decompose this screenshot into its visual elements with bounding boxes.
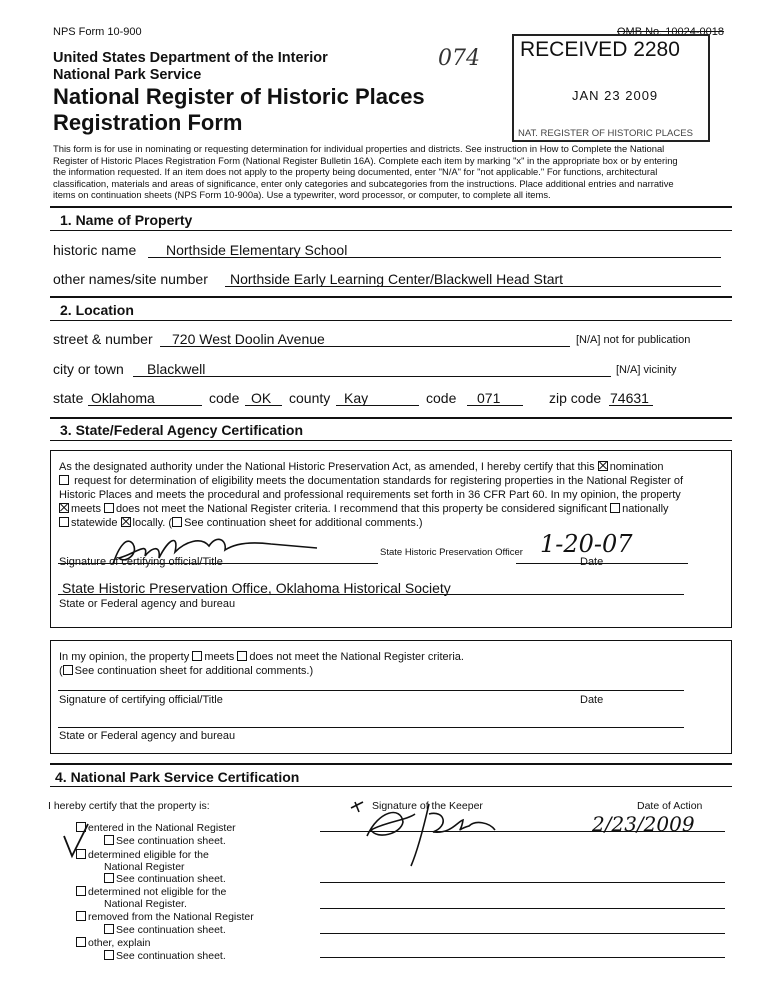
zip-label: zip code [549,390,602,406]
instructions-line: Register of Historic Places Registration Form (National Register Bulletin 16A). Complete each item by marking "x" in the appropriate box or by entering [53,154,678,166]
section2-heading: 2. Location [60,302,134,318]
state-label: state [53,390,84,406]
department-name: United States Department of the Interior [53,50,328,66]
action-date: 2/23/2009 [592,812,695,836]
date-of-action-label: Date of Action [637,800,703,812]
county-code-label: code [426,390,457,406]
signature-label: Signature of certifying official/Title [59,556,223,568]
agency-value: State Historic Preservation Office, Oklahoma Historical Society [62,580,451,596]
option-continuation [104,950,226,962]
date-label-2: Date [580,694,604,706]
form-number: NPS Form 10-900 [53,26,142,38]
section-divider [50,320,732,321]
instructions-line: This form is for use in nominating or requesting determination for individual properties and districts. See instruction in How to Complete the National [53,143,665,154]
section-divider [50,417,732,419]
section-divider [50,230,732,231]
statewide-checkbox[interactable] [59,517,69,527]
agency-label-2: State or Federal agency and bureau [59,730,236,742]
option-text: removed from the National Register [88,911,254,923]
form-title: National Register of Historic Places [53,84,425,109]
section-divider [50,296,732,298]
continuation-checkbox[interactable] [104,873,114,883]
agency-line-2[interactable] [58,715,684,728]
option-not-eligible-cont: National Register. [104,898,187,910]
opinion-text: In my opinion, the property [59,651,190,663]
option-entered [76,822,236,834]
omb-number: OMB No. 10024-0018 [617,26,725,38]
entered-checkbox[interactable] [76,822,86,832]
not-eligible-checkbox[interactable] [76,886,86,896]
option-removed [76,911,254,923]
historic-name-value: Northside Elementary School [166,242,348,258]
opinion-text: See continuation sheet for additional comments.) [74,665,314,677]
cert-line [59,475,683,487]
opinion-meets-checkbox[interactable] [192,651,202,661]
signature-line-2[interactable] [58,678,684,691]
continuation-checkbox[interactable] [104,835,114,845]
option-continuation [104,835,226,847]
cert-text: As the designated authority under the National Historic Preservation Act, as amended, I hereby certify that this [59,461,595,473]
other-names-label: other names/site number [53,271,208,287]
state-code-value: OK [251,390,272,406]
stamp-date: JAN 23 2009 [572,88,659,103]
keeper-line-4[interactable] [320,920,725,934]
signature-label-2: Signature of certifying official/Title [59,694,223,706]
cert-text: statewide [71,517,118,529]
option-text: See continuation sheet. [116,950,226,962]
keeper-line-1[interactable] [320,818,725,832]
section-divider [50,763,732,765]
city-label: city or town [53,361,124,377]
keeper-signature [345,800,545,870]
cert-text: does not meet the National Register criteria. I recommend that this property be considered significant [116,503,608,515]
opinion-text: meets [204,651,235,663]
instructions-line: classification, materials and areas of significance, enter only categories and subcategories from the instructions. Place additional entries and narrative [53,177,674,189]
certify-intro: I hereby certify that the property is: [48,800,210,812]
stamp-footer: NAT. REGISTER OF HISTORIC PLACES [518,128,693,139]
option-text: entered in the National Register [88,822,236,834]
continuation-checkbox[interactable] [104,924,114,934]
state-value: Oklahoma [91,390,155,406]
meets-checkbox[interactable] [59,503,69,513]
section-divider [50,206,732,208]
cert-text: meets [71,503,101,515]
option-text: See continuation sheet. [116,924,226,936]
option-continuation [104,924,226,936]
handwritten-number: 074 [438,46,480,71]
removed-checkbox[interactable] [76,911,86,921]
city-value: Blackwell [147,361,206,377]
request-determination-checkbox[interactable] [59,475,69,485]
keeper-line-5[interactable] [320,944,725,958]
not-for-publication: [N/A] not for publication [576,334,691,346]
locally-checkbox[interactable] [121,517,131,527]
cert-text: nomination [609,461,664,473]
opinion-line [59,651,464,663]
stamp-received: RECEIVED 2280 [520,38,680,61]
cert-text: nationally [622,503,669,515]
other-names-value: Northside Early Learning Center/Blackwell Head Start [230,271,564,287]
keeper-line-3[interactable] [320,895,725,909]
nationally-checkbox[interactable] [610,503,620,513]
option-text: See continuation sheet. [116,873,226,885]
section-divider [50,786,732,787]
opinion-line: ( See continuation sheet for additional comments.) [59,665,314,677]
option-eligible-cont: National Register [104,861,185,873]
option-other [76,937,150,949]
section-divider [50,440,732,441]
state-code-label: code [209,390,240,406]
keeper-label: Signature of the Keeper [372,800,483,812]
vicinity: [N/A] vicinity [616,364,677,376]
signed-date: 1-20-07 [540,530,633,558]
instructions-line: items on continuation sheets (NPS Form 10-900a). Use a typewriter, word processor, or computer, to complete all items. [53,189,551,200]
county-code-value: 071 [477,390,501,406]
cert-line [59,461,664,473]
service-name: National Park Service [53,67,202,83]
opinion-does-not-meet-checkbox[interactable] [237,651,247,661]
cert-line [59,503,669,515]
signature-title: State Historic Preservation Officer [380,547,523,558]
date-label: Date [580,556,604,568]
historic-name-label: historic name [53,242,137,258]
option-text: See continuation sheet. [116,835,226,847]
keeper-line-2[interactable] [320,869,725,883]
opinion-text: does not meet the National Register criteria. [249,651,464,663]
continuation-checkbox[interactable] [172,517,182,527]
received-stamp [512,34,710,142]
option-eligible [76,849,209,861]
street-value: 720 West Doolin Avenue [172,331,325,347]
does-not-meet-checkbox[interactable] [104,503,114,513]
opinion-continuation-checkbox[interactable] [63,665,73,675]
street-label: street & number [53,331,153,347]
option-text: determined eligible for the [88,849,209,861]
section1-heading: 1. Name of Property [60,212,193,228]
section4-heading: 4. National Park Service Certification [55,769,300,785]
county-label: county [289,390,331,406]
agency-label: State or Federal agency and bureau [59,598,236,610]
section3-heading: 3. State/Federal Agency Certification [60,422,303,438]
option-text: other, explain [88,937,151,949]
cert-text: locally. ( [132,517,173,529]
other-checkbox[interactable] [76,937,86,947]
county-value: Kay [344,390,369,406]
option-text: determined not eligible for the [88,886,227,898]
zip-value: 74631 [610,390,649,406]
continuation-checkbox[interactable] [104,950,114,960]
cert-text: See continuation sheet for additional comments.) [184,517,423,529]
eligible-checkbox[interactable] [76,849,86,859]
cert-line: Historic Places and meets the procedural and professional requirements set forth in 36 CFR Part 60. In my opinion, the property [59,489,681,501]
option-not-eligible [76,886,226,898]
instructions [53,143,733,201]
instructions-line: the information requested. If an item does not apply to the property being documented, enter "N/A" for "not applicable." For functions, architectural [53,166,658,177]
nomination-checkbox[interactable] [598,461,608,471]
cert-text: request for determination of eligibility meets the documentation standards for registering properties in the National Register of [74,475,684,487]
option-continuation [104,873,226,885]
form-subtitle: Registration Form [53,110,243,135]
